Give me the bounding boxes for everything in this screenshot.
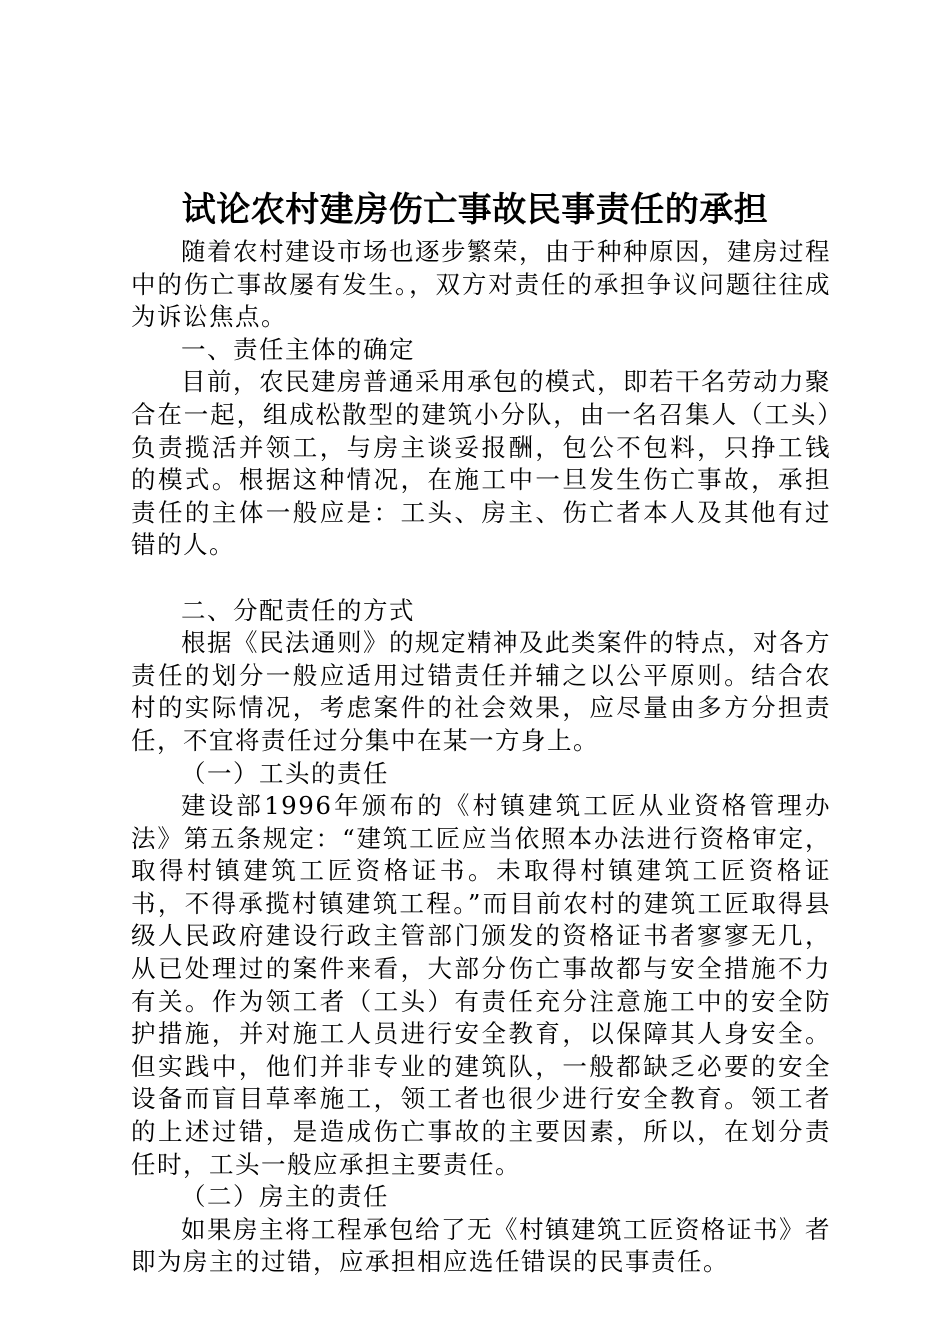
document-title: 试论农村建房伤亡事故民事责任的承担 bbox=[181, 190, 769, 230]
subsection-heading-2: （二）房主的责任 bbox=[181, 1182, 389, 1212]
subsection-2-paragraph: 如果房主将工程承包给了无《村镇建筑工匠资格证书》者即为房主的过错，应承担相应选任错误的民事责任。 bbox=[131, 1214, 831, 1277]
section-heading-2: 二、分配责任的方式 bbox=[181, 595, 415, 625]
section-heading-1: 一、责任主体的确定 bbox=[181, 334, 415, 364]
subsection-1-paragraph: 建设部1996年颁布的《村镇建筑工匠从业资格管理办法》第五条规定：“建筑工匠应当依照本办法进行资格审定，取得村镇建筑工匠资格证书。未取得村镇建筑工匠资格证书，不得承揽村镇建筑工程。”而目前农村的建筑工匠取得县级人民政府建设行政主管部门颁发的资格证书者寥寥无几，从已处理过的案件来看，大部分伤亡事故都与安全措施不力有关。作为领工者（工头）有责任充分注意施工中的安全防护措施，并对施工人员进行安全教育，以保障其人身安全。但实践中，他们并非专业的建筑队，一般都缺乏必要的安全设备而盲目草率施工，领工者也很少进行安全教育。领工者的上述过错，是造成伤亡事故的主要因素，所以，在划分责任时，工头一般应承担主要责任。 bbox=[131, 791, 831, 1179]
document-body bbox=[131, 236, 831, 1279]
subsection-heading-1: （一）工头的责任 bbox=[181, 758, 389, 788]
paragraph-gap bbox=[131, 562, 831, 595]
section-2-paragraph: 根据《民法通则》的规定精神及此类案件的特点，对各方责任的划分一般应适用过错责任并辅之以公平原则。结合农村的实际情况，考虑案件的社会效果，应尽量由多方分担责任，不宜将责任过分集中在某一方身上。 bbox=[131, 628, 831, 755]
section-1-paragraph: 目前，农民建房普通采用承包的模式，即若干名劳动力聚合在一起，组成松散型的建筑小分队，由一名召集人（工头）负责揽活并领工，与房主谈妥报酬，包公不包料，只挣工钱的模式。根据这种情况，在施工中一旦发生伤亡事故，承担责任的主体一般应是：工头、房主、伤亡者本人及其他有过错的人。 bbox=[131, 367, 831, 560]
intro-paragraph: 随着农村建设市场也逐步繁荣，由于种种原因，建房过程中的伤亡事故屡有发生。，双方对责任的承担争议问题往往成为诉讼焦点。 bbox=[131, 237, 831, 332]
